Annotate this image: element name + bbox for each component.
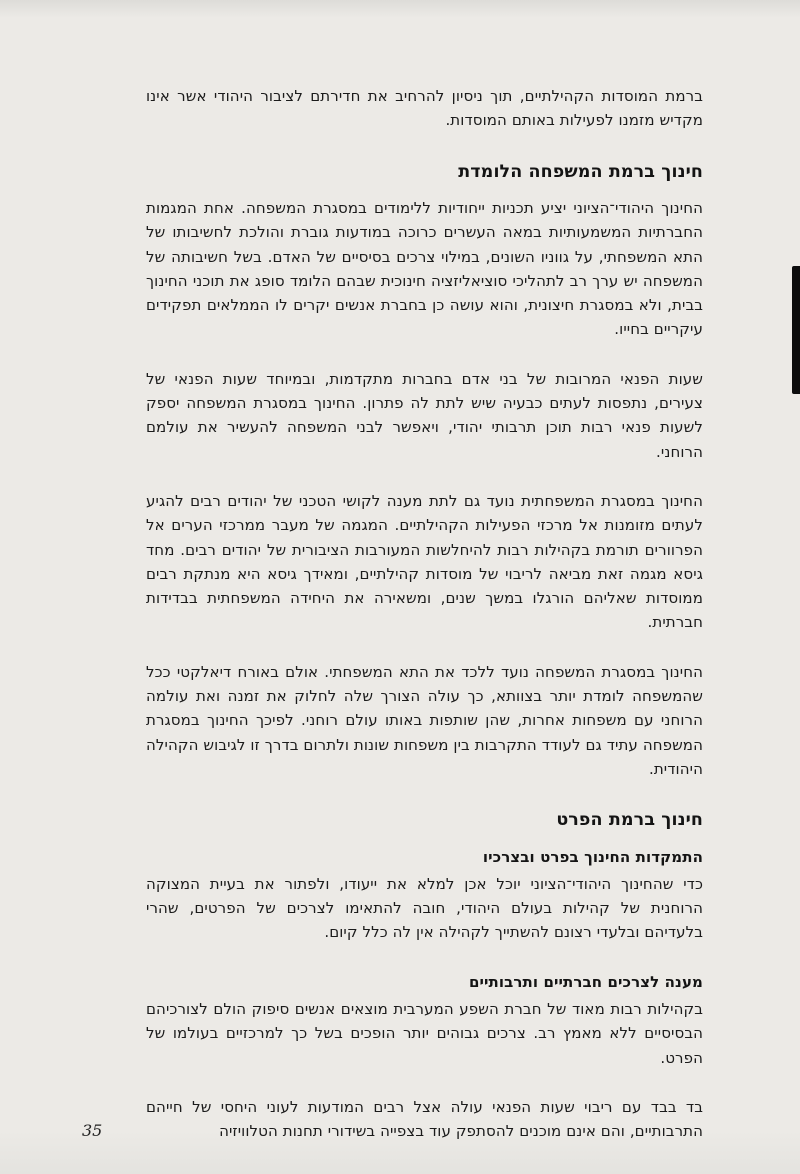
paragraph-needs-2: בד בבד עם ריבוי שעות הפנאי עולה אצל רבים המודעות לעוני היחסי של חייהם התרבותיים, והם אינם מוכנים להסתפק עוד בצפייה בשידורי תחנות הטלוויזיה	[146, 1097, 703, 1141]
paragraph-individual-1: כדי שהחינוך היהודי־הציוני יוכל אכן למלא את ייעודו, ולפתור את בעיית המצוקה הרוחנית של קהילות בעולם היהודי, חובה להתאימו לצרכים של הפרטים, שהרי בלעדיהם ובלעדי רצונם להשתייך לקהילה אין לה כלל קיום.	[146, 874, 703, 942]
paragraph-family-1: החינוך היהודי־הציוני יציע תכניות ייחודיות ללימודים במסגרת המשפחה. אחת המגמות החברתיות המשמעותיות במאה העשרים כרוכה במודעות גוברת והולכת לחשיבותו של התא המשפחתי, על גווניו השונים, במילוי צרכים בסיסיים של האדם. בשל חשיבותה של המשפחה יש ערך רב לתהליכי סוציאליזציה חינוכית שבהם הלומד סופג את תוכני החינוך בבית, ולא במסגרת חיצונית, והוא עושה כן בחברת אנשים יקרים לו הממלאים תפקידים עיקריים בחייו.	[146, 198, 703, 339]
paragraph-family-2: שעות הפנאי המרובות של בני אדם בחברות מתקדמות, ובמיוחד שעות הפנאי של צעירים, נתפסות לעתים כבעיה שיש לתת לה פתרון. החינוך במסגרת המשפחה יספק לשעות פנאי רבות תוכן תרבותי יהודי, ויאפשר לבני המשפחה להעשיר את עולמם הרוחני.	[146, 369, 703, 461]
paragraph-intro-continuation: ברמת המוסדות הקהילתיים, תוך ניסיון להרחיב את חדירתם לציבור היהודי אשר אינו מקדיש מזמנו לפעילות באותם המוסדות.	[146, 87, 703, 130]
scan-binding-artifact	[792, 266, 800, 394]
page-number: 35	[82, 1121, 103, 1140]
section-heading-individual-education: חינוך ברמת הפרט	[556, 810, 703, 831]
subheading-social-cultural-needs: מענה לצרכים חברתיים ותרבותיים	[468, 972, 703, 991]
subheading-focus-on-individual: התמקדות החינוך בפרט ובצרכיו	[482, 847, 703, 866]
paragraph-family-3: החינוך במסגרת המשפחתית נועד גם לתת מענה לקושי הטכני של יהודים רבים להגיע לעתים מזומנות אל מרכזי הפעילות הקהילתיים. המגמה של מעבר ממרכזי הערים אל הפרוורים תורמת בקהילות רבות להיחלשות המעורבות הציבורית של יהודים רבים. מחד גיסא מגמה זאת מביאה לריבוי של מוסדות קהילתיים, ומאידך גיסא היא מנתקת רבים ממוסדות שאליהם הורגלו במשך שנים, ומשאירה את היחידה המשפחתית בבדידות חברתית.	[146, 491, 703, 632]
paragraph-needs-1: בקהילות רבות מאוד של חברת השפע המערבית מוצאים אנשים סיפוק הולם לצורכיהם הבסיסיים ללא מאמץ רב. צרכים גבוהים יותר הופכים בשל כך למרכזיים בעולמו של הפרט.	[146, 1000, 703, 1067]
section-heading-family-education: חינוך ברמת המשפחה הלומדת	[458, 161, 703, 182]
paragraph-family-4: החינוך במסגרת המשפחה נועד ללכד את התא המשפחתי. אולם באורח דיאלקטי ככל שהמשפחה לומדת יותר בצוותא, כך עולה הצורך שלה לחלוק את זמנה ואת עולמה הרוחני עם משפחות אחרות, שהן שותפות באותו עולם רוחני. לפיכך החינוך במסגרת המשפחה עתיד גם לעודד התקרבות בין משפחות שונות ולתרום בדרך זו לגיבוש הקהילה היהודית.	[146, 662, 703, 778]
page-content	[146, 84, 703, 1168]
